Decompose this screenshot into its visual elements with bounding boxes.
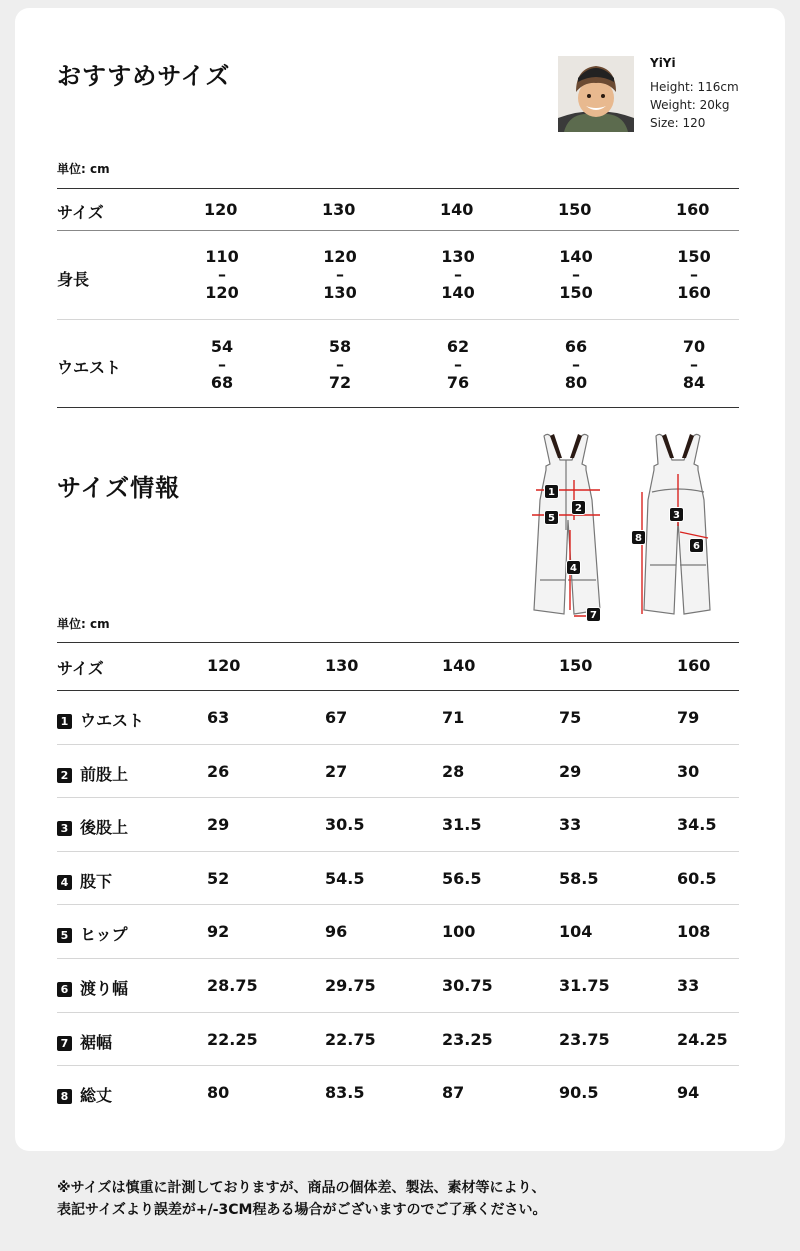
measure-value: 94 [677,1083,700,1103]
measure-value: 29.75 [325,976,376,995]
model-name: YiYi [650,56,676,70]
header-label: サイズ [57,203,104,222]
divider [57,188,739,189]
model-weight: Weight: 20kg [650,98,730,112]
measure-number-badge: 2 [57,768,72,783]
header-size: 120 [207,656,241,675]
measure-value: 23.25 [442,1029,493,1049]
header-size: 130 [325,656,359,675]
height-range: 140 – 150 [559,247,593,302]
measure-value: 92 [207,922,230,942]
divider [57,851,739,852]
model-avatar [558,56,634,132]
diagram-marker-7: 7 [586,607,601,622]
height-range: 120 – 130 [323,247,357,302]
measure-value: 67 [325,708,348,727]
waist-range: 70 – 84 [682,337,706,392]
divider [57,744,739,745]
measure-number-badge: 6 [57,982,72,997]
divider [57,642,739,643]
measure-value: 56.5 [442,868,482,888]
measure-value: 33 [677,976,700,995]
divider [57,1012,739,1013]
measure-label [57,1083,112,1106]
diagram-marker-8: 8 [631,530,646,545]
divider [57,230,739,231]
measure-value: 60.5 [677,868,717,888]
header-size: 160 [677,656,711,675]
measure-value: 58.5 [559,868,599,888]
measure-value: 75 [559,708,582,727]
divider [57,958,739,959]
measure-value: 108 [677,922,711,942]
measure-label [57,869,112,892]
measure-label [57,815,128,838]
measure-number-badge: 4 [57,875,72,890]
model-height: Height: 116cm [650,80,739,94]
diagram-marker-6: 6 [689,538,704,553]
measure-value: 27 [325,761,348,781]
height-label: 身長 [57,270,90,289]
header-size: 150 [559,656,593,675]
measure-number-badge: 1 [57,714,72,729]
measure-label [57,762,128,785]
measure-value: 28 [442,761,465,781]
header-size: 120 [204,200,238,219]
header-size: 130 [322,200,356,219]
divider [57,904,739,905]
measure-value: 52 [207,868,230,888]
waist-label: ウエスト [57,358,122,377]
model-size: Size: 120 [650,116,706,130]
measure-number-badge: 7 [57,1036,72,1051]
measure-value: 100 [442,922,476,942]
measure-name: 裾幅 [80,1032,113,1052]
diagram-marker-2: 2 [571,500,586,515]
measure-value: 30 [677,761,700,781]
measure-name: 股下 [80,871,113,891]
divider [57,690,739,691]
measure-value: 104 [559,922,593,942]
measure-value: 96 [325,922,348,942]
waist-range: 58 – 72 [328,337,352,392]
height-range: 110 – 120 [205,247,239,302]
measure-value: 63 [207,708,230,727]
header-label: サイズ [57,659,104,678]
measure-value: 54.5 [325,868,365,888]
divider [57,407,739,408]
measure-number-badge: 8 [57,1089,72,1104]
diagram-marker-1: 1 [544,484,559,499]
measure-label [57,708,144,731]
measure-value: 90.5 [559,1083,599,1103]
measure-value: 79 [677,708,700,727]
footer-note-1: ※サイズは慎重に計測しておりますが、商品の個体差、製法、素材等により、 [57,1180,546,1196]
measure-label [57,922,128,945]
diagram-marker-5: 5 [544,510,559,525]
measure-value: 22.25 [207,1029,258,1049]
diagram-marker-3: 3 [669,507,684,522]
measure-value: 71 [442,708,465,727]
header-size: 160 [676,200,710,219]
height-range: 130 – 140 [441,247,475,302]
measure-value: 30.5 [325,815,365,835]
measure-number-badge: 3 [57,821,72,836]
measure-number-badge: 5 [57,928,72,943]
measure-value: 80 [207,1083,230,1103]
divider [57,319,739,320]
recommend-title: おすすめサイズ [57,62,231,90]
measure-value: 22.75 [325,1029,376,1049]
measure-value: 87 [442,1083,465,1103]
measure-name: 渡り幅 [80,979,129,998]
divider [57,797,739,798]
measure-value: 31.5 [442,815,482,835]
measure-value: 29 [207,815,230,835]
waist-range: 54 – 68 [210,337,234,392]
measure-value: 31.75 [559,976,610,995]
overalls-diagram [520,430,730,630]
measure-value: 26 [207,761,230,781]
measure-name: 後股上 [80,818,129,838]
footer-note-2: 表記サイズより誤差が+/-3CM程ある場合がございますのでご了承ください。 [57,1202,547,1218]
measure-value: 34.5 [677,815,717,835]
divider [57,1065,739,1066]
waist-range: 66 – 80 [564,337,588,392]
measure-label [57,976,128,999]
measure-name: ヒップ [80,925,128,945]
sizeinfo-unit: 単位: cm [57,617,110,631]
header-size: 150 [558,200,592,219]
measure-value: 29 [559,761,582,781]
measure-value: 83.5 [325,1083,365,1103]
measure-value: 28.75 [207,976,258,995]
measure-value: 33 [559,815,582,835]
header-size: 140 [442,656,476,675]
header-size: 140 [440,200,474,219]
measure-name: 前股上 [80,764,129,784]
recommend-unit: 単位: cm [57,162,110,176]
height-range: 150 – 160 [677,247,711,302]
measure-value: 24.25 [677,1029,728,1049]
waist-range: 62 – 76 [446,337,470,392]
diagram-marker-4: 4 [566,560,581,575]
measure-label [57,1030,112,1053]
measure-name: ウエスト [80,711,145,730]
sizeinfo-title: サイズ情報 [57,474,181,502]
measure-value: 23.75 [559,1029,610,1049]
measure-value: 30.75 [442,976,493,995]
model-info [558,56,758,136]
overalls-illustration [520,430,730,630]
measure-name: 総丈 [80,1086,113,1106]
